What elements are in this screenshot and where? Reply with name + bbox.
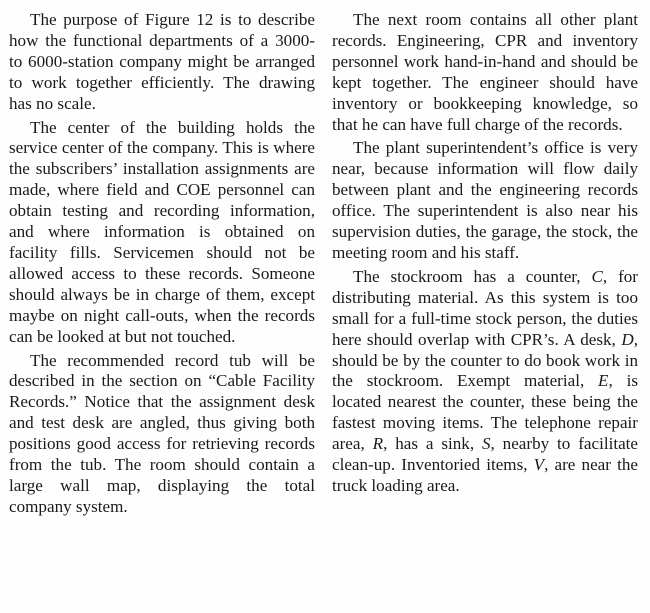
figure-key-letter: E <box>598 371 609 391</box>
left-text-column <box>9 10 315 518</box>
paragraph-superintendent-office: The plant superintendent’s office is very near, because information will flow daily between plant and the engineering records office. The superintendent is also near his supervision duties, the garage, the stock, the meeting room and his staff. <box>332 138 638 262</box>
figure-key-letter: R <box>372 434 384 454</box>
figure-key-letter: D <box>621 329 634 349</box>
paragraph-figure-purpose: The purpose of Figure 12 is to describe how the functional departments of a 3000- to 6000-station company might be arranged to work together efficiently. The drawing has no scale. <box>9 10 315 113</box>
paragraph-plant-records: The next room contains all other plant records. Engineering, CPR and inventory personnel work hand-in-hand and should be kept together. The engineer should have inventory or bookkeeping knowledge, so that he can have full charge of the records. <box>332 10 638 134</box>
paragraph-stockroom: The stockroom has a counter, C, for distributing material. As this system is too small for a full-time stock person, the duties here should overlap with CPR’s. A desk, D, should be by the counter to do book work in the stockroom. Exempt material, E, is located nearest the counter, these being the fastest moving items. The telephone repair area, R, has a sink, S, nearby to facilitate clean-up. Inventoried items, V, are near the truck loading area. <box>332 266 638 495</box>
figure-key-letter: S <box>481 434 491 454</box>
paragraph-record-tub: The recommended record tub will be described in the section on “Cable Facility Records.” Notice that the assignment desk and test desk are angled, thus giving both positions good access for retrieving records from the tub. The room should contain a large wall map, displaying the total company system. <box>9 350 315 516</box>
paragraph-service-center: The center of the building holds the service center of the company. This is where the subscribers’ installation assignments are made, where field and COE personnel can obtain testing and recording information, and where information is obtained on facility fills. Servicemen should not be allowed access to these records. Someone should always be in charge of them, except maybe on night call-outs, when the records can be looked at but not touched. <box>9 117 315 346</box>
figure-key-letter: V <box>533 455 545 475</box>
figure-key-letter: C <box>591 266 603 286</box>
right-text-column <box>332 10 638 497</box>
